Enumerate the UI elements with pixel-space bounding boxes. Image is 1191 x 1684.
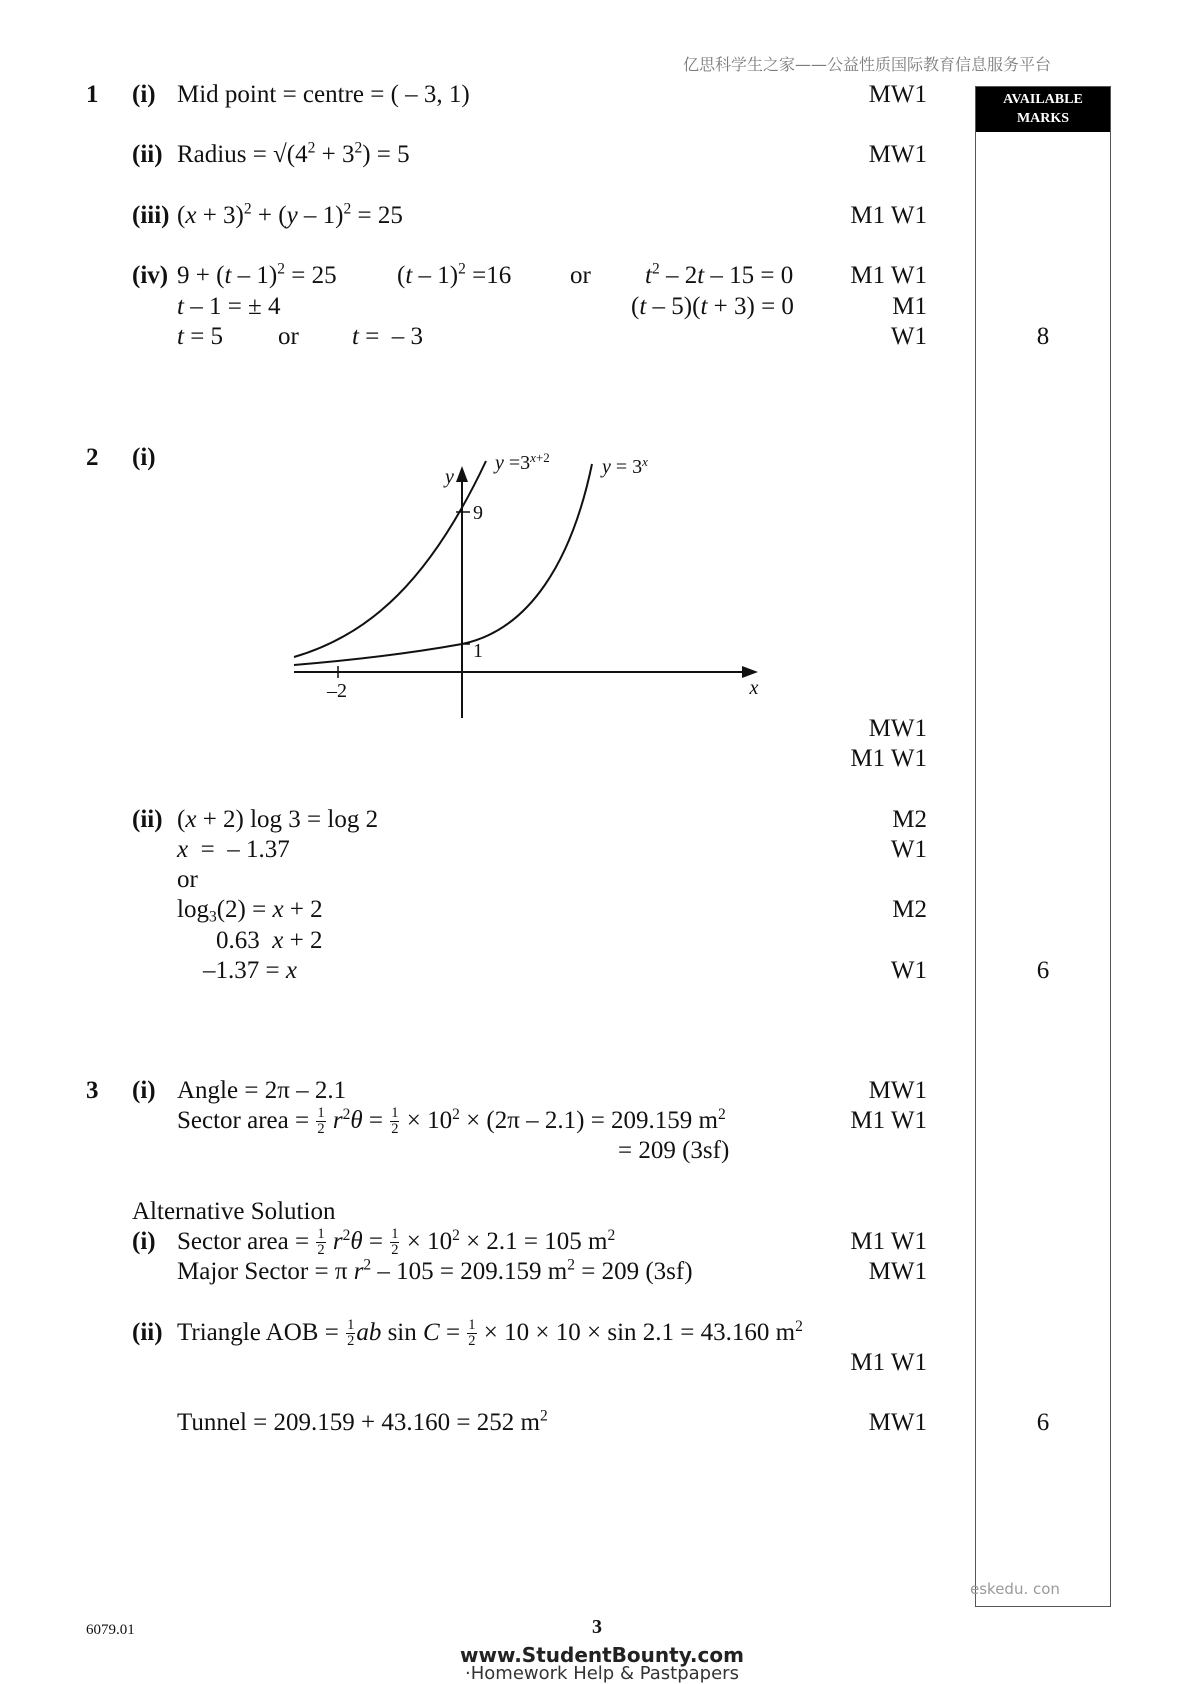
fraction xyxy=(467,1318,476,1349)
math-text: Triangle AOB = xyxy=(177,1319,346,1347)
site-watermark: www.StudentBounty.com xyxy=(460,1643,744,1667)
part-label: (ii) xyxy=(132,141,163,168)
italic-symbol: t xyxy=(700,293,708,320)
working-line xyxy=(177,835,290,865)
mark-code: M1 W1 xyxy=(850,745,927,772)
mark-code: W1 xyxy=(890,957,927,984)
fraction-numerator: 1 xyxy=(317,1226,325,1242)
working-line xyxy=(177,1106,726,1136)
question-number: 2 xyxy=(86,444,99,471)
math-text: log xyxy=(177,896,209,923)
math-text: – 1) xyxy=(412,262,459,289)
math-text: = xyxy=(362,1107,390,1135)
math-text: + 3) = 0 xyxy=(707,293,794,320)
superscript: 2 xyxy=(458,260,466,278)
italic-symbol: y xyxy=(286,202,298,229)
mark-code: W1 xyxy=(890,323,927,350)
working-line xyxy=(177,895,323,925)
italic-symbol: t xyxy=(352,323,359,350)
italic-symbol: C xyxy=(423,1319,440,1347)
superscript: 2 xyxy=(539,1407,548,1425)
math-text: × (2π – 2.1) = 209.159 m xyxy=(459,1107,718,1135)
math-text: = 209 (3sf) xyxy=(618,1137,730,1164)
working-line xyxy=(177,1408,548,1438)
math-text: × 10 × 10 × sin 2.1 = 43.160 m xyxy=(477,1319,796,1347)
working-line xyxy=(177,805,378,835)
math-text: + ( xyxy=(251,202,287,229)
working-line xyxy=(177,322,223,352)
corner-watermark: eskedu. con xyxy=(970,1580,1060,1598)
math-text: + 2 xyxy=(283,896,323,923)
fraction xyxy=(316,1227,325,1258)
curve-lower xyxy=(294,464,592,665)
superscript: 2 xyxy=(307,139,316,157)
mark-code: M1 W1 xyxy=(850,202,927,229)
math-text: –1.37 = xyxy=(203,957,286,984)
mark-code: MW1 xyxy=(868,81,927,108)
superscript: 2 xyxy=(277,260,285,278)
superscript: x xyxy=(642,453,648,469)
math-text: Sector area = xyxy=(177,1107,316,1135)
math-text: – 5)( xyxy=(646,293,701,320)
part-label: (ii) xyxy=(132,806,163,833)
fraction-denominator: 2 xyxy=(347,1333,355,1350)
math-text: or xyxy=(177,866,198,893)
fraction-denominator: 2 xyxy=(391,1242,399,1259)
superscript: 2 xyxy=(243,200,252,218)
italic-symbol: x xyxy=(272,927,284,954)
math-text: = – 3 xyxy=(358,323,424,350)
italic-symbol: x xyxy=(185,806,197,833)
mark-code: M2 xyxy=(892,896,927,923)
superscript: +2 xyxy=(535,449,550,465)
italic-symbol: r xyxy=(332,1107,343,1135)
label-text: =3 xyxy=(503,452,531,474)
working-line xyxy=(631,292,794,322)
italic-symbol: x xyxy=(177,836,189,863)
fraction-numerator: 1 xyxy=(347,1317,355,1333)
math-text: 0.63 xyxy=(216,927,273,954)
mark-code: MW1 xyxy=(868,1258,927,1285)
math-text: 9 + ( xyxy=(177,262,225,289)
math-text: = – 1.37 xyxy=(188,836,290,863)
paper-code: 6079.01 xyxy=(86,1622,135,1638)
superscript: 2 xyxy=(452,1105,460,1123)
site-watermark-tagline: ·Homework Help & Pastpapers xyxy=(465,1663,739,1684)
italic-symbol: t xyxy=(697,262,705,289)
fraction-numerator: 1 xyxy=(317,1105,325,1121)
available-marks-heading xyxy=(976,87,1110,132)
math-text: ( xyxy=(177,806,186,833)
fraction-numerator: 1 xyxy=(391,1226,399,1242)
superscript: 2 xyxy=(567,1256,575,1274)
math-text: = xyxy=(439,1319,467,1347)
site-banner: 亿思科学生之家——公益性质国际教育信息服务平台 xyxy=(683,55,1052,74)
working-line xyxy=(177,1227,615,1257)
working-line xyxy=(177,80,470,110)
italic-symbol: θ xyxy=(350,1107,363,1135)
working-line xyxy=(177,140,410,170)
mark-code: MW1 xyxy=(868,141,927,168)
italic-symbol: t xyxy=(224,262,232,289)
math-text: =16 xyxy=(465,262,512,289)
italic-symbol: t xyxy=(177,323,184,350)
math-text: + 2 xyxy=(283,927,323,954)
fraction-denominator: 2 xyxy=(317,1121,325,1138)
superscript: 2 xyxy=(343,200,352,218)
italic-symbol: r xyxy=(332,1228,343,1256)
part-label: (i) xyxy=(132,1228,156,1255)
math-text: – 1 = ± 4 xyxy=(183,293,281,320)
working-line xyxy=(177,292,281,322)
x-tick-label: –2 xyxy=(327,680,347,702)
mark-code: M1 W1 xyxy=(850,1349,927,1376)
heading-line: AVAILABLE xyxy=(1003,92,1083,107)
superscript: 2 xyxy=(795,1317,803,1335)
italic-symbol: y xyxy=(495,452,504,474)
working-line xyxy=(177,201,403,231)
superscript: 2 xyxy=(342,1226,351,1244)
mark-code: MW1 xyxy=(868,1409,927,1436)
available-marks-column xyxy=(975,86,1111,1607)
curve-upper xyxy=(294,461,486,657)
italic-symbol: y xyxy=(602,456,611,478)
math-text: = 25 xyxy=(284,262,337,289)
part-label: (ii) xyxy=(132,1319,163,1346)
question-number: 1 xyxy=(86,81,99,108)
working-line xyxy=(618,1136,729,1166)
superscript: 2 xyxy=(718,1105,726,1123)
part-label: (iv) xyxy=(132,262,169,289)
page-number: 3 xyxy=(592,1616,602,1638)
superscript: 2 xyxy=(354,139,363,157)
fraction-numerator: 1 xyxy=(468,1317,476,1333)
exponential-graph-sketch xyxy=(280,440,780,730)
math-text: sin xyxy=(381,1319,423,1347)
available-marks-total: 6 xyxy=(1036,957,1050,984)
math-text: ( xyxy=(631,293,640,320)
working-line xyxy=(216,926,322,956)
part-label: (iii) xyxy=(132,202,170,229)
alternative-solution-heading: Alternative Solution xyxy=(132,1198,336,1225)
italic-symbol: x xyxy=(285,957,297,984)
italic-symbol: ab xyxy=(356,1319,382,1347)
mark-code: MW1 xyxy=(868,1077,927,1104)
fraction-denominator: 2 xyxy=(317,1242,325,1259)
mark-code: M2 xyxy=(892,806,927,833)
working-line xyxy=(352,322,423,352)
working-line xyxy=(645,261,793,291)
math-text: × 10 xyxy=(400,1107,453,1135)
working-line xyxy=(177,865,198,895)
working-line xyxy=(177,1257,693,1287)
superscript: 2 xyxy=(452,1226,460,1244)
mark-code: M1 W1 xyxy=(850,1107,927,1134)
italic-symbol: t xyxy=(405,262,413,289)
math-text: + 3 xyxy=(315,141,355,168)
mark-code: W1 xyxy=(890,836,927,863)
y-axis-label: y xyxy=(445,466,454,488)
italic-symbol: x xyxy=(272,896,284,923)
math-text: ) = 5 xyxy=(362,141,410,168)
or-word: or xyxy=(278,323,299,350)
fraction-denominator: 2 xyxy=(468,1333,476,1350)
mark-code: MW1 xyxy=(868,715,927,742)
available-marks-total: 8 xyxy=(1036,323,1050,350)
or-word: or xyxy=(570,262,591,289)
y-tick-label: 1 xyxy=(473,640,483,662)
label-text: = 3 xyxy=(610,456,643,478)
math-text: = 5 xyxy=(183,323,224,350)
y-tick-label: 9 xyxy=(473,502,483,524)
working-line xyxy=(177,261,337,291)
part-label: (i) xyxy=(132,1077,156,1104)
italic-symbol: θ xyxy=(350,1228,363,1256)
italic-symbol: t xyxy=(639,293,647,320)
math-text: – 1) xyxy=(231,262,278,289)
math-text: ( xyxy=(397,262,406,289)
math-text: + 3) xyxy=(196,202,244,229)
math-text: Mid point = centre = ( – 3, 1) xyxy=(177,81,470,108)
part-label: (i) xyxy=(132,81,156,108)
curve-lower-label xyxy=(600,454,648,479)
available-marks-total: 6 xyxy=(1036,1409,1050,1436)
mark-code: M1 W1 xyxy=(850,262,927,289)
math-text: ( xyxy=(177,202,186,229)
math-text: = 209 (3sf) xyxy=(574,1258,693,1285)
fraction-numerator: 1 xyxy=(391,1105,399,1121)
italic-symbol: t xyxy=(177,293,184,320)
x-axis-label: x xyxy=(749,677,759,699)
superscript: 2 xyxy=(363,1256,372,1274)
math-text: × 2.1 = 105 m xyxy=(459,1228,608,1256)
y-axis-arrow-icon xyxy=(456,466,468,482)
italic-symbol: x xyxy=(185,202,197,229)
heading-line: MARKS xyxy=(1016,111,1070,126)
fraction xyxy=(390,1106,399,1137)
superscript: 2 xyxy=(342,1105,351,1123)
superscript: 2 xyxy=(607,1226,616,1244)
fraction xyxy=(316,1106,325,1137)
fraction-denominator: 2 xyxy=(391,1121,399,1138)
curve-upper-label xyxy=(493,450,550,475)
math-text: = xyxy=(362,1228,390,1256)
working-line xyxy=(203,956,297,986)
subscript: 3 xyxy=(208,908,217,926)
math-text: – 15 = 0 xyxy=(704,262,794,289)
fraction xyxy=(390,1227,399,1258)
math-text: Radius = √(4 xyxy=(177,141,308,168)
working-line xyxy=(177,1318,803,1348)
math-text: = 25 xyxy=(351,202,403,229)
superscript: x xyxy=(530,449,536,465)
working-line xyxy=(397,261,511,291)
question-number: 3 xyxy=(86,1077,99,1104)
math-text: × 10 xyxy=(400,1228,453,1256)
italic-symbol: r xyxy=(353,1258,364,1285)
mark-code: M1 xyxy=(892,293,927,320)
math-text: (2) = xyxy=(216,896,273,923)
part-label: (i) xyxy=(132,444,156,471)
math-text: – 2 xyxy=(659,262,698,289)
math-text: + 2) log 3 = log 2 xyxy=(196,806,379,833)
math-text: Tunnel = 209.159 + 43.160 = 252 m xyxy=(177,1409,540,1436)
superscript: 2 xyxy=(651,260,660,278)
mark-code: M1 W1 xyxy=(850,1228,927,1255)
italic-symbol: t xyxy=(645,262,652,289)
math-text: Angle = 2π – 2.1 xyxy=(177,1077,347,1104)
math-text: Major Sector = π xyxy=(177,1258,354,1285)
working-line xyxy=(177,1076,346,1106)
math-text: – 1) xyxy=(297,202,344,229)
math-text: – 105 = 209.159 m xyxy=(371,1258,568,1285)
fraction xyxy=(346,1318,355,1349)
math-text: Sector area = xyxy=(177,1228,316,1256)
